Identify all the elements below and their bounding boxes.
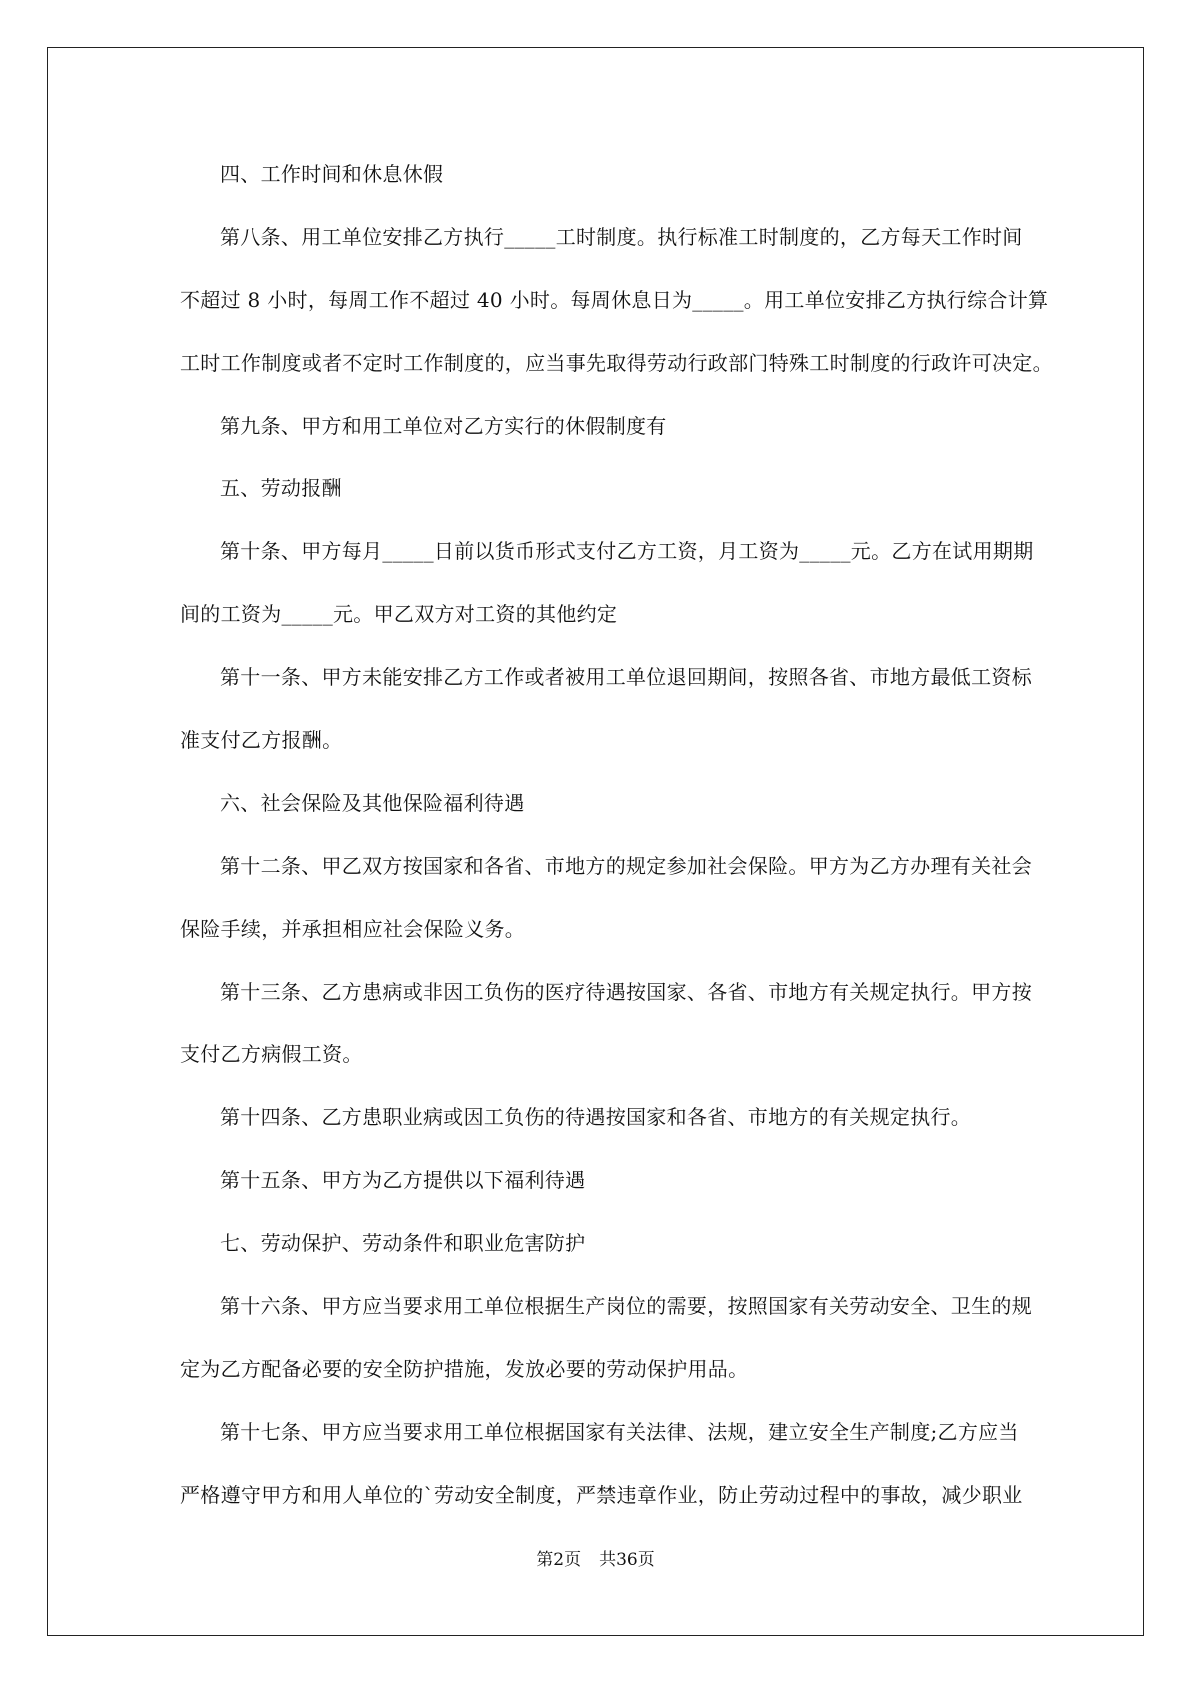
paragraph-line: 第十七条、甲方应当要求用工单位根据国家有关法律、法规，建立安全生产制度;乙方应当 xyxy=(220,1419,1019,1444)
page-number: 第2页 xyxy=(536,1550,582,1570)
paragraph-line: 定为乙方配备必要的安全防护措施，发放必要的劳动保护用品。 xyxy=(180,1356,749,1381)
paragraph-line: 第十一条、甲方未能安排乙方工作或者被用工单位退回期间，按照各省、市地方最低工资标 xyxy=(220,665,1032,690)
paragraph-line: 间的工资为_____元。甲乙双方对工资的其他约定 xyxy=(180,602,618,627)
paragraph-line: 六、社会保险及其他保险福利待遇 xyxy=(220,790,525,815)
document-body xyxy=(180,156,1053,1540)
paragraph-line: 第十三条、乙方患病或非因工负伤的医疗待遇按国家、各省、市地方有关规定执行。甲方按 xyxy=(220,979,1032,1004)
paragraph-line: 工时工作制度或者不定时工作制度的，应当事先取得劳动行政部门特殊工时制度的行政许可决定。 xyxy=(180,350,1053,375)
paragraph-line: 四、工作时间和休息休假 xyxy=(220,162,444,186)
paragraph-line: 五、劳动报酬 xyxy=(220,476,342,501)
paragraph-line: 第十条、甲方每月_____日前以货币形式支付乙方工资，月工资为_____元。乙方在试用期期 xyxy=(220,539,1034,564)
page-footer xyxy=(0,1548,1191,1572)
paragraph-line: 不超过 8 小时，每周工作不超过 40 小时。每周休息日为_____。用工单位安排乙方执行综合计算 xyxy=(180,287,1049,312)
paragraph-line: 第八条、用工单位安排乙方执行_____工时制度。执行标准工时制度的，乙方每天工作时间 xyxy=(220,224,1023,249)
paragraph-line: 第十二条、甲乙双方按国家和各省、市地方的规定参加社会保险。甲方为乙方办理有关社会 xyxy=(220,853,1032,878)
paragraph-line: 第十四条、乙方患职业病或因工负伤的待遇按国家和各省、市地方的有关规定执行。 xyxy=(220,1105,972,1130)
paragraph-line: 第十五条、甲方为乙方提供以下福利待遇 xyxy=(220,1168,586,1193)
paragraph-line: 保险手续，并承担相应社会保险义务。 xyxy=(180,916,526,941)
paragraph-line: 准支付乙方报酬。 xyxy=(180,728,343,753)
paragraph-line: 七、劳动保护、劳动条件和职业危害防护 xyxy=(220,1231,586,1256)
paragraph-line: 支付乙方病假工资。 xyxy=(180,1042,363,1067)
paragraph-line: 严格遵守甲方和用人单位的`劳动安全制度，严禁违章作业，防止劳动过程中的事故，减少职业 xyxy=(180,1482,1023,1507)
page-total: 共36页 xyxy=(599,1550,655,1570)
paragraph-line: 第十六条、甲方应当要求用工单位根据生产岗位的需要，按照国家有关劳动安全、卫生的规 xyxy=(220,1294,1032,1319)
paragraph-line: 第九条、甲方和用工单位对乙方实行的休假制度有 xyxy=(220,413,667,438)
